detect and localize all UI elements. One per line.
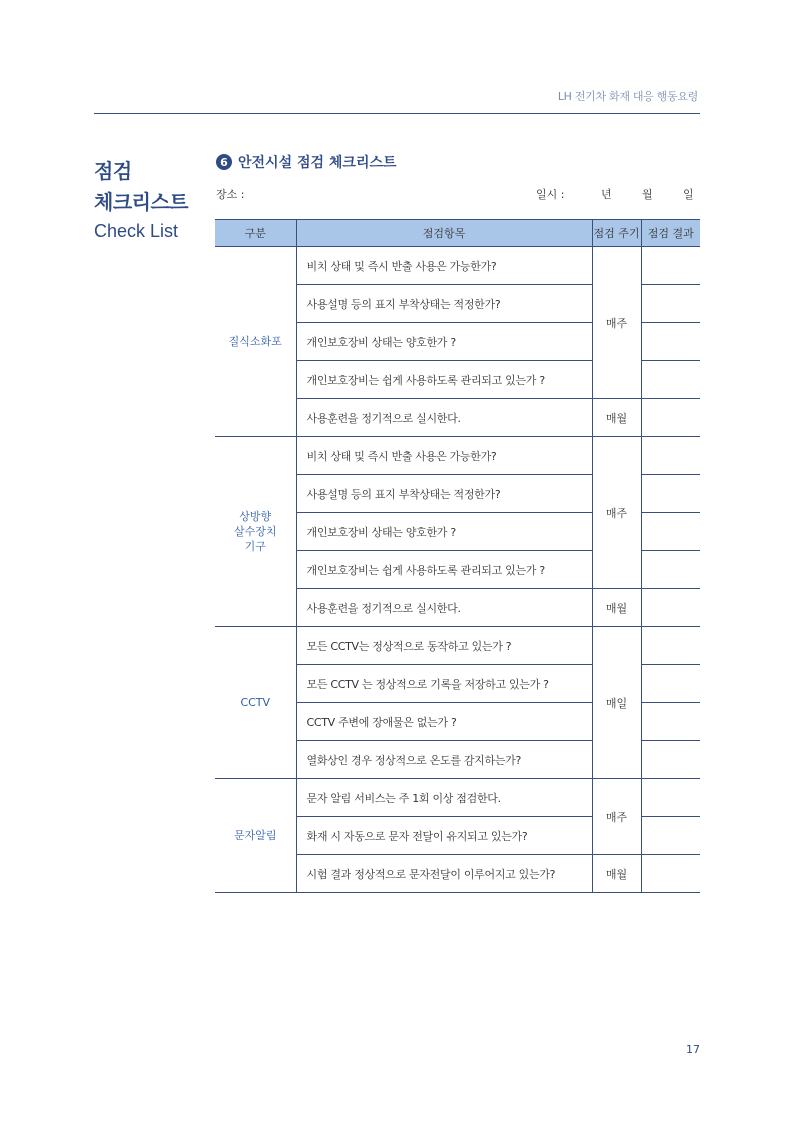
check-item: 화재 시 자동으로 문자 전달이 유지되고 있는가? <box>296 817 592 855</box>
table-row <box>215 779 700 817</box>
category-line: 기구 <box>244 540 266 553</box>
check-item: 시험 결과 정상적으로 문자전달이 이루어지고 있는가? <box>296 855 592 893</box>
check-item: 비치 상태 및 즉시 반출 사용은 가능한가? <box>296 437 592 475</box>
sidebar-title-english: Check List <box>94 221 179 241</box>
frequency-cell: 매주 <box>592 437 641 589</box>
check-item: 개인보호장비 상태는 양호한가 ? <box>296 513 592 551</box>
result-cell[interactable] <box>641 741 700 779</box>
result-cell[interactable] <box>641 665 700 703</box>
check-item: 비치 상태 및 즉시 반출 사용은 가능한가? <box>296 247 592 285</box>
result-cell[interactable] <box>641 855 700 893</box>
result-cell[interactable] <box>641 817 700 855</box>
frequency-cell: 매일 <box>592 627 641 779</box>
category-cell <box>215 437 296 627</box>
header-rule <box>94 113 700 114</box>
table-header-row <box>215 220 700 247</box>
result-cell[interactable] <box>641 285 700 323</box>
frequency-cell: 매주 <box>592 247 641 399</box>
check-item: 개인보호장비는 쉽게 사용하도록 관리되고 있는가 ? <box>296 361 592 399</box>
section-title <box>216 152 397 172</box>
month-label: 월 <box>642 188 653 201</box>
sidebar-title-line1: 점검 <box>94 159 132 183</box>
table-row <box>215 247 700 285</box>
check-item: 사용훈련을 정기적으로 실시한다. <box>296 399 592 437</box>
header-item: 점검항목 <box>296 220 592 247</box>
header-frequency: 점검 주기 <box>592 220 641 247</box>
check-item: 모든 CCTV 는 정상적으로 기록을 저장하고 있는가 ? <box>296 665 592 703</box>
frequency-cell: 매주 <box>592 779 641 855</box>
category-line: 살수장치 <box>233 525 277 538</box>
year-label: 년 <box>601 188 612 201</box>
result-cell[interactable] <box>641 323 700 361</box>
table-row <box>215 627 700 665</box>
check-item: 모든 CCTV는 정상적으로 동작하고 있는가 ? <box>296 627 592 665</box>
checklist-table <box>215 219 700 893</box>
category-cell: 질식소화포 <box>215 247 296 437</box>
sidebar-title-line2: 체크리스트 <box>94 190 189 214</box>
result-cell[interactable] <box>641 589 700 627</box>
result-cell[interactable] <box>641 551 700 589</box>
result-cell[interactable] <box>641 361 700 399</box>
header-category: 구분 <box>215 220 296 247</box>
check-item: CCTV 주변에 장애물은 없는가 ? <box>296 703 592 741</box>
header-title: LH 전기차 화재 대응 행동요령 <box>557 90 698 103</box>
check-item: 개인보호장비는 쉽게 사용하도록 관리되고 있는가 ? <box>296 551 592 589</box>
frequency-cell: 매월 <box>592 589 641 627</box>
check-item: 사용설명 등의 표지 부착상태는 적정한가? <box>296 285 592 323</box>
category-line: 상방향 <box>239 510 272 523</box>
category-cell: CCTV <box>215 627 296 779</box>
page-number: 17 <box>686 1043 700 1056</box>
check-item: 열화상인 경우 정상적으로 온도를 감지하는가? <box>296 741 592 779</box>
date-label: 일시 : <box>536 188 565 201</box>
day-label: 일 <box>683 188 694 201</box>
section-number-badge: 6 <box>216 154 232 170</box>
check-item: 사용훈련을 정기적으로 실시한다. <box>296 589 592 627</box>
result-cell[interactable] <box>641 513 700 551</box>
table-row <box>215 437 700 475</box>
sidebar <box>94 156 188 244</box>
frequency-cell: 매월 <box>592 399 641 437</box>
result-cell[interactable] <box>641 437 700 475</box>
result-cell[interactable] <box>641 247 700 285</box>
result-cell[interactable] <box>641 703 700 741</box>
result-cell[interactable] <box>641 627 700 665</box>
result-cell[interactable] <box>641 779 700 817</box>
check-item: 문자 알림 서비스는 주 1회 이상 점검한다. <box>296 779 592 817</box>
check-item: 사용설명 등의 표지 부착상태는 적정한가? <box>296 475 592 513</box>
check-item: 개인보호장비 상태는 양호한가 ? <box>296 323 592 361</box>
result-cell[interactable] <box>641 399 700 437</box>
section-title-text: 안전시설 점검 체크리스트 <box>238 155 397 171</box>
result-cell[interactable] <box>641 475 700 513</box>
header-result: 점검 결과 <box>641 220 700 247</box>
frequency-cell: 매월 <box>592 855 641 893</box>
category-cell: 문자알림 <box>215 779 296 893</box>
place-label: 장소 : <box>216 188 245 201</box>
